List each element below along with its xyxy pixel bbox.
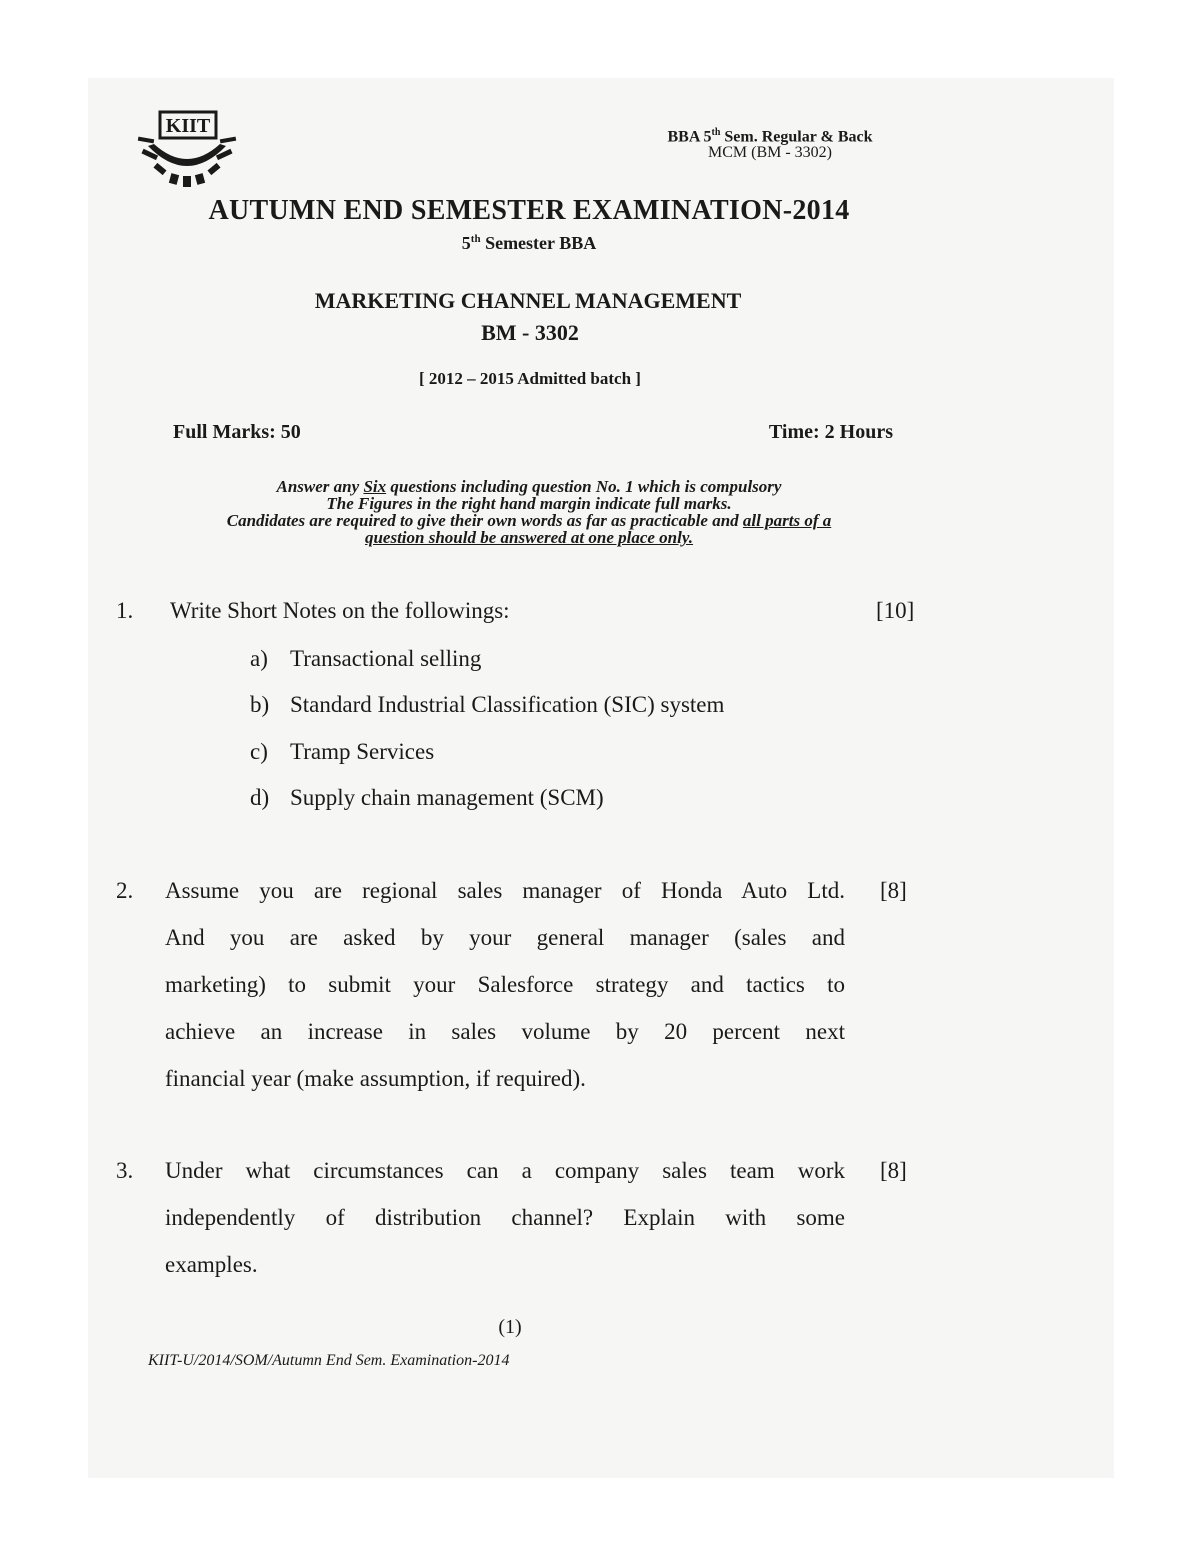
list-item: d) Supply chain management (SCM) [250, 785, 604, 810]
question-marks: [8] [880, 1158, 907, 1183]
question-text: Assume you are regional sales manager of Honda Auto Ltd. And you are asked by your general manager (sales and marketing) to submit your Salesforce strategy and tactics to achieve an increase in sales volume by 20 percent next financial year (make assumption, if required). [165, 878, 845, 1091]
instruction-line-1: Answer any Six questions including question No. 1 which is compulsory [276, 477, 782, 496]
exam-time: Time: 2 Hours [768, 421, 893, 443]
question-text: Under what circumstances can a company sales team work independently of distribution channel? Explain with some examples. [165, 1158, 845, 1277]
question-number: 2. [116, 878, 134, 903]
list-item: a) Transactional selling [250, 646, 482, 671]
exam-title: AUTUMN END SEMESTER EXAMINATION-2014 [208, 195, 850, 226]
subject-title: MARKETING CHANNEL MANAGEMENT [314, 288, 742, 313]
batch-line: [ 2012 – 2015 Admitted batch ] [419, 369, 641, 388]
subject-code: BM - 3302 [481, 320, 579, 345]
question-marks: [8] [880, 878, 907, 903]
question-number: 3. [116, 1158, 134, 1183]
instruction-line-3: Candidates are required to give their own words as far as practicable and all parts of a [226, 511, 832, 530]
svg-text:KIIT: KIIT [165, 115, 211, 137]
question-text: Write Short Notes on the followings: [170, 598, 510, 623]
question-marks: [10] [876, 598, 915, 623]
semester-line: 5th Semester BBA [461, 233, 597, 253]
instruction-line-4: question should be answered at one place only. [364, 528, 694, 547]
page-number: (1) [498, 1316, 522, 1338]
document-footer: KIIT-U/2014/SOM/Autumn End Sem. Examination-2014 [148, 1352, 510, 1369]
instruction-line-2: The Figures in the right hand margin indicate full marks. [326, 494, 732, 513]
full-marks: Full Marks: 50 [173, 421, 301, 443]
course-code-line: BBA 5th Sem. Regular & Back [667, 127, 873, 146]
kiit-logo-icon [132, 108, 242, 190]
list-item: b) Standard Industrial Classification (SIC) system [250, 692, 725, 717]
list-item: c) Tramp Services [250, 739, 435, 764]
subject-code-line: MCM (BM - 3302) [707, 144, 832, 161]
question-number: 1. [116, 598, 134, 623]
